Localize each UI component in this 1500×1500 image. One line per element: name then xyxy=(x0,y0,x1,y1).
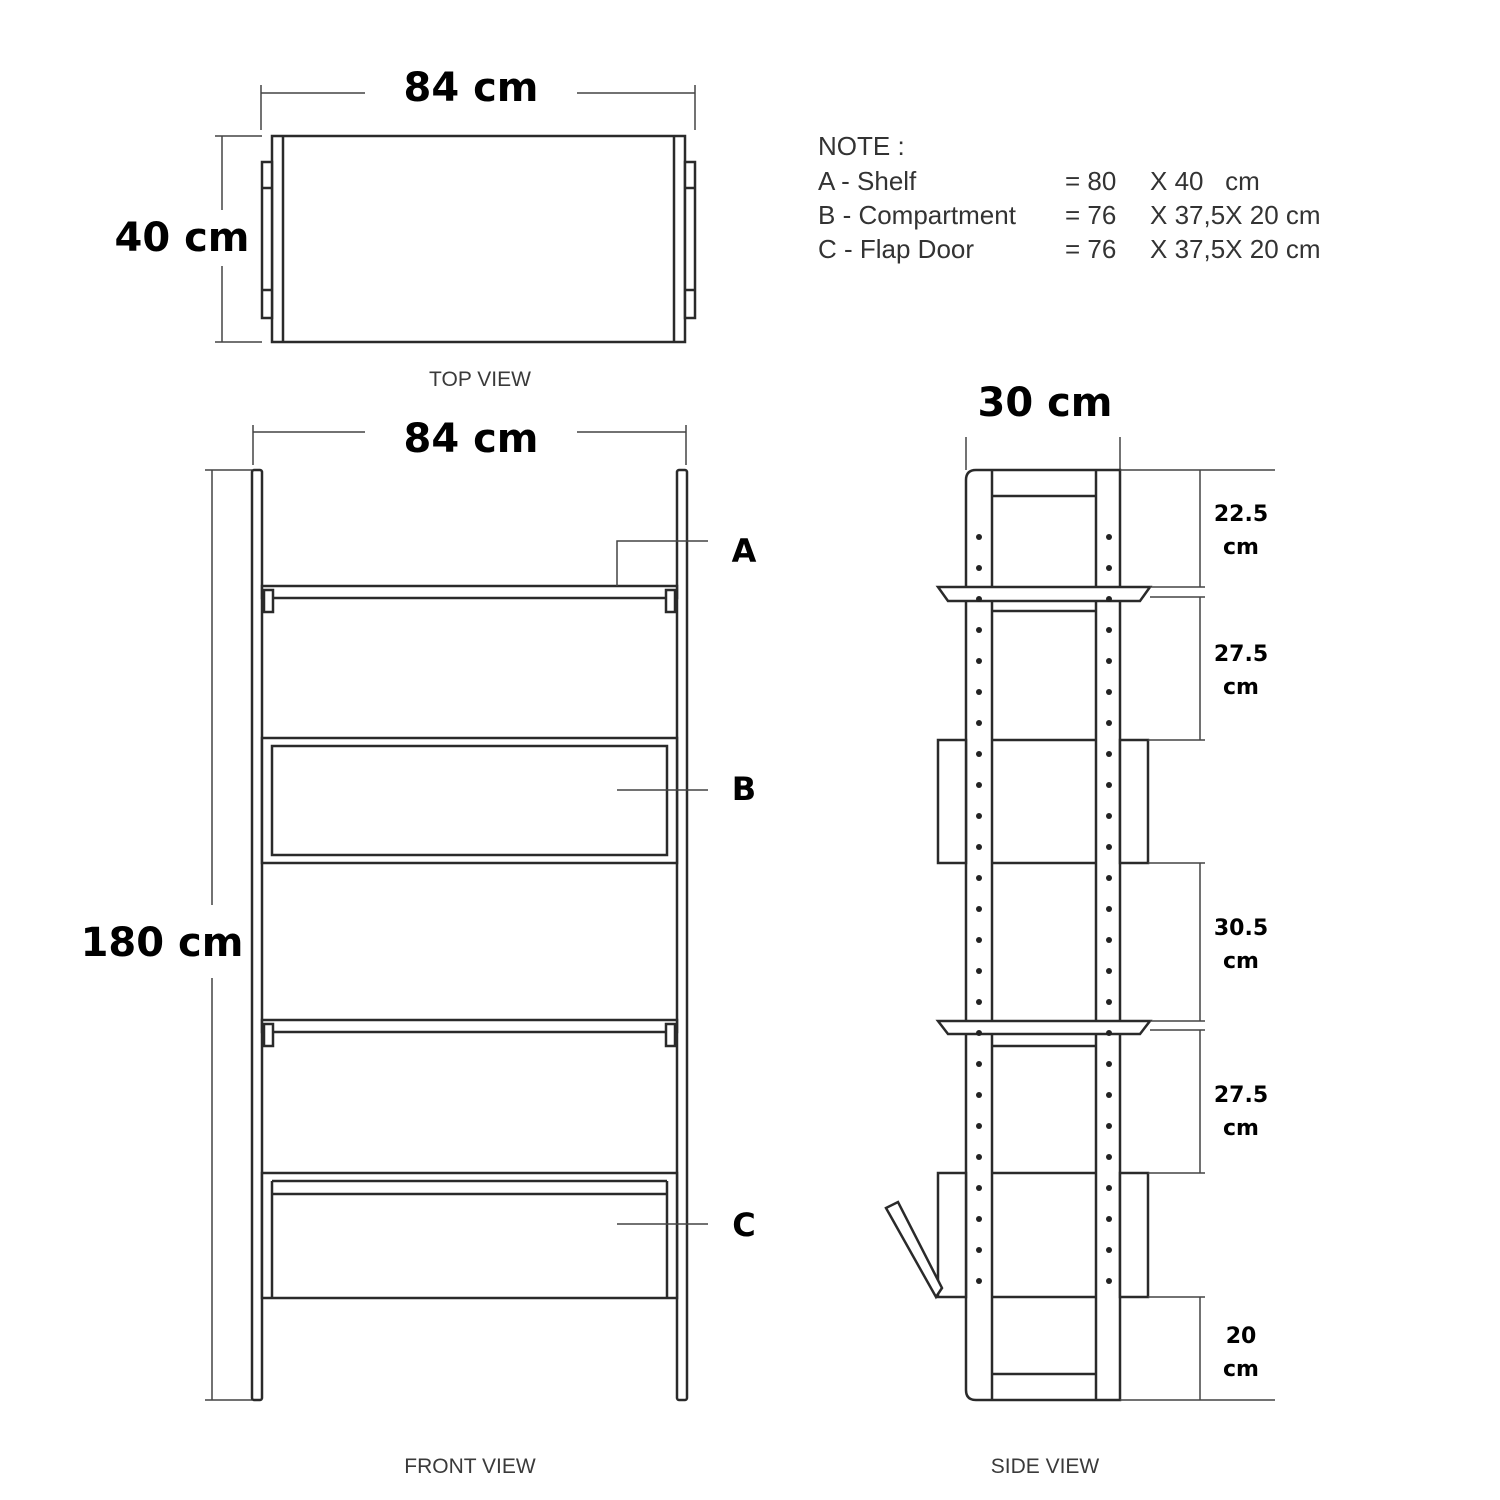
peg-hole xyxy=(976,1154,982,1160)
front-width-label: 84 cm xyxy=(403,416,539,462)
peg-hole xyxy=(976,875,982,881)
peg-hole xyxy=(1106,565,1112,571)
peg-hole xyxy=(976,844,982,850)
callout-c: C xyxy=(732,1206,756,1244)
peg-hole xyxy=(976,1278,982,1284)
front-view-caption: FRONT VIEW xyxy=(404,1455,536,1478)
peg-hole xyxy=(1106,1278,1112,1284)
note-row-dim2: X 37,5X 20 cm xyxy=(1150,200,1321,230)
peg-hole xyxy=(1106,906,1112,912)
front-height-label: 180 cm xyxy=(80,920,244,966)
peg-hole xyxy=(976,1216,982,1222)
peg-hole xyxy=(1106,534,1112,540)
spacing-label: cm xyxy=(1223,949,1259,974)
note-block xyxy=(818,131,1321,264)
front-right-post xyxy=(677,470,687,1400)
peg-hole xyxy=(976,1247,982,1253)
note-row-dim1: = 76 xyxy=(1065,234,1117,264)
note-row-name: B - Compartment xyxy=(818,200,1016,230)
peg-hole xyxy=(976,813,982,819)
peg-hole xyxy=(1106,627,1112,633)
spacing-label: 30.5 xyxy=(1213,916,1269,941)
top-view-caption: TOP VIEW xyxy=(429,368,531,391)
peg-hole xyxy=(976,937,982,943)
front-view xyxy=(81,416,757,1478)
front-shelf-a xyxy=(262,586,677,598)
side-depth-label: 30 cm xyxy=(977,380,1113,426)
peg-hole xyxy=(1106,689,1112,695)
top-view xyxy=(115,65,695,391)
spacing-label: 27.5 xyxy=(1213,1083,1269,1108)
peg-hole xyxy=(1106,937,1112,943)
peg-hole xyxy=(976,689,982,695)
side-view-caption: SIDE VIEW xyxy=(990,1455,1100,1478)
note-row-dim2: X 37,5X 20 cm xyxy=(1150,234,1321,264)
peg-hole xyxy=(976,720,982,726)
peg-hole xyxy=(1106,720,1112,726)
peg-hole xyxy=(976,596,982,602)
peg-hole xyxy=(1106,751,1112,757)
peg-hole xyxy=(1106,1123,1112,1129)
peg-hole xyxy=(1106,1216,1112,1222)
spacing-label: 20 xyxy=(1225,1324,1257,1349)
peg-hole xyxy=(976,906,982,912)
note-row-name: A - Shelf xyxy=(818,166,917,196)
peg-hole xyxy=(1106,999,1112,1005)
peg-hole xyxy=(976,751,982,757)
note-row-dim1: = 76 xyxy=(1065,200,1117,230)
side-flap-open xyxy=(886,1202,942,1297)
spacing-label: cm xyxy=(1223,675,1259,700)
callout-a: A xyxy=(731,532,757,570)
top-depth-label: 40 cm xyxy=(114,215,250,261)
note-row-name: C - Flap Door xyxy=(818,234,975,264)
side-view xyxy=(886,380,1275,1478)
peg-hole xyxy=(976,534,982,540)
front-compartment-b xyxy=(262,738,677,863)
peg-hole xyxy=(1106,1154,1112,1160)
peg-hole xyxy=(1106,1185,1112,1191)
peg-hole xyxy=(976,1185,982,1191)
spacing-label: cm xyxy=(1223,1116,1259,1141)
peg-hole xyxy=(976,968,982,974)
peg-hole xyxy=(976,627,982,633)
front-shelf-lower xyxy=(262,1020,677,1032)
top-width-label: 84 cm xyxy=(403,65,539,111)
note-row-dim2: X 40 cm xyxy=(1150,166,1260,196)
peg-hole xyxy=(976,1092,982,1098)
peg-hole xyxy=(1106,875,1112,881)
peg-hole xyxy=(1106,1092,1112,1098)
spacing-label: cm xyxy=(1223,535,1259,560)
peg-hole xyxy=(976,565,982,571)
peg-hole xyxy=(1106,844,1112,850)
peg-hole xyxy=(1106,782,1112,788)
peg-hole xyxy=(1106,1061,1112,1067)
spacing-label: 27.5 xyxy=(1213,642,1269,667)
peg-hole xyxy=(1106,658,1112,664)
peg-hole xyxy=(1106,1247,1112,1253)
front-left-post xyxy=(252,470,262,1400)
peg-hole xyxy=(976,1030,982,1036)
peg-hole xyxy=(976,1061,982,1067)
callout-b: B xyxy=(731,770,757,808)
peg-hole xyxy=(976,1123,982,1129)
peg-hole xyxy=(976,658,982,664)
peg-hole xyxy=(1106,1030,1112,1036)
peg-hole xyxy=(1106,813,1112,819)
spacing-label: 22.5 xyxy=(1213,502,1269,527)
spacing-label: cm xyxy=(1223,1357,1259,1382)
peg-hole xyxy=(1106,968,1112,974)
note-title: NOTE : xyxy=(818,131,905,161)
note-row-dim1: = 80 xyxy=(1065,166,1117,196)
peg-hole xyxy=(1106,596,1112,602)
front-flap-door-c xyxy=(262,1173,677,1298)
peg-hole xyxy=(976,999,982,1005)
peg-hole xyxy=(976,782,982,788)
top-view-body xyxy=(272,136,685,342)
